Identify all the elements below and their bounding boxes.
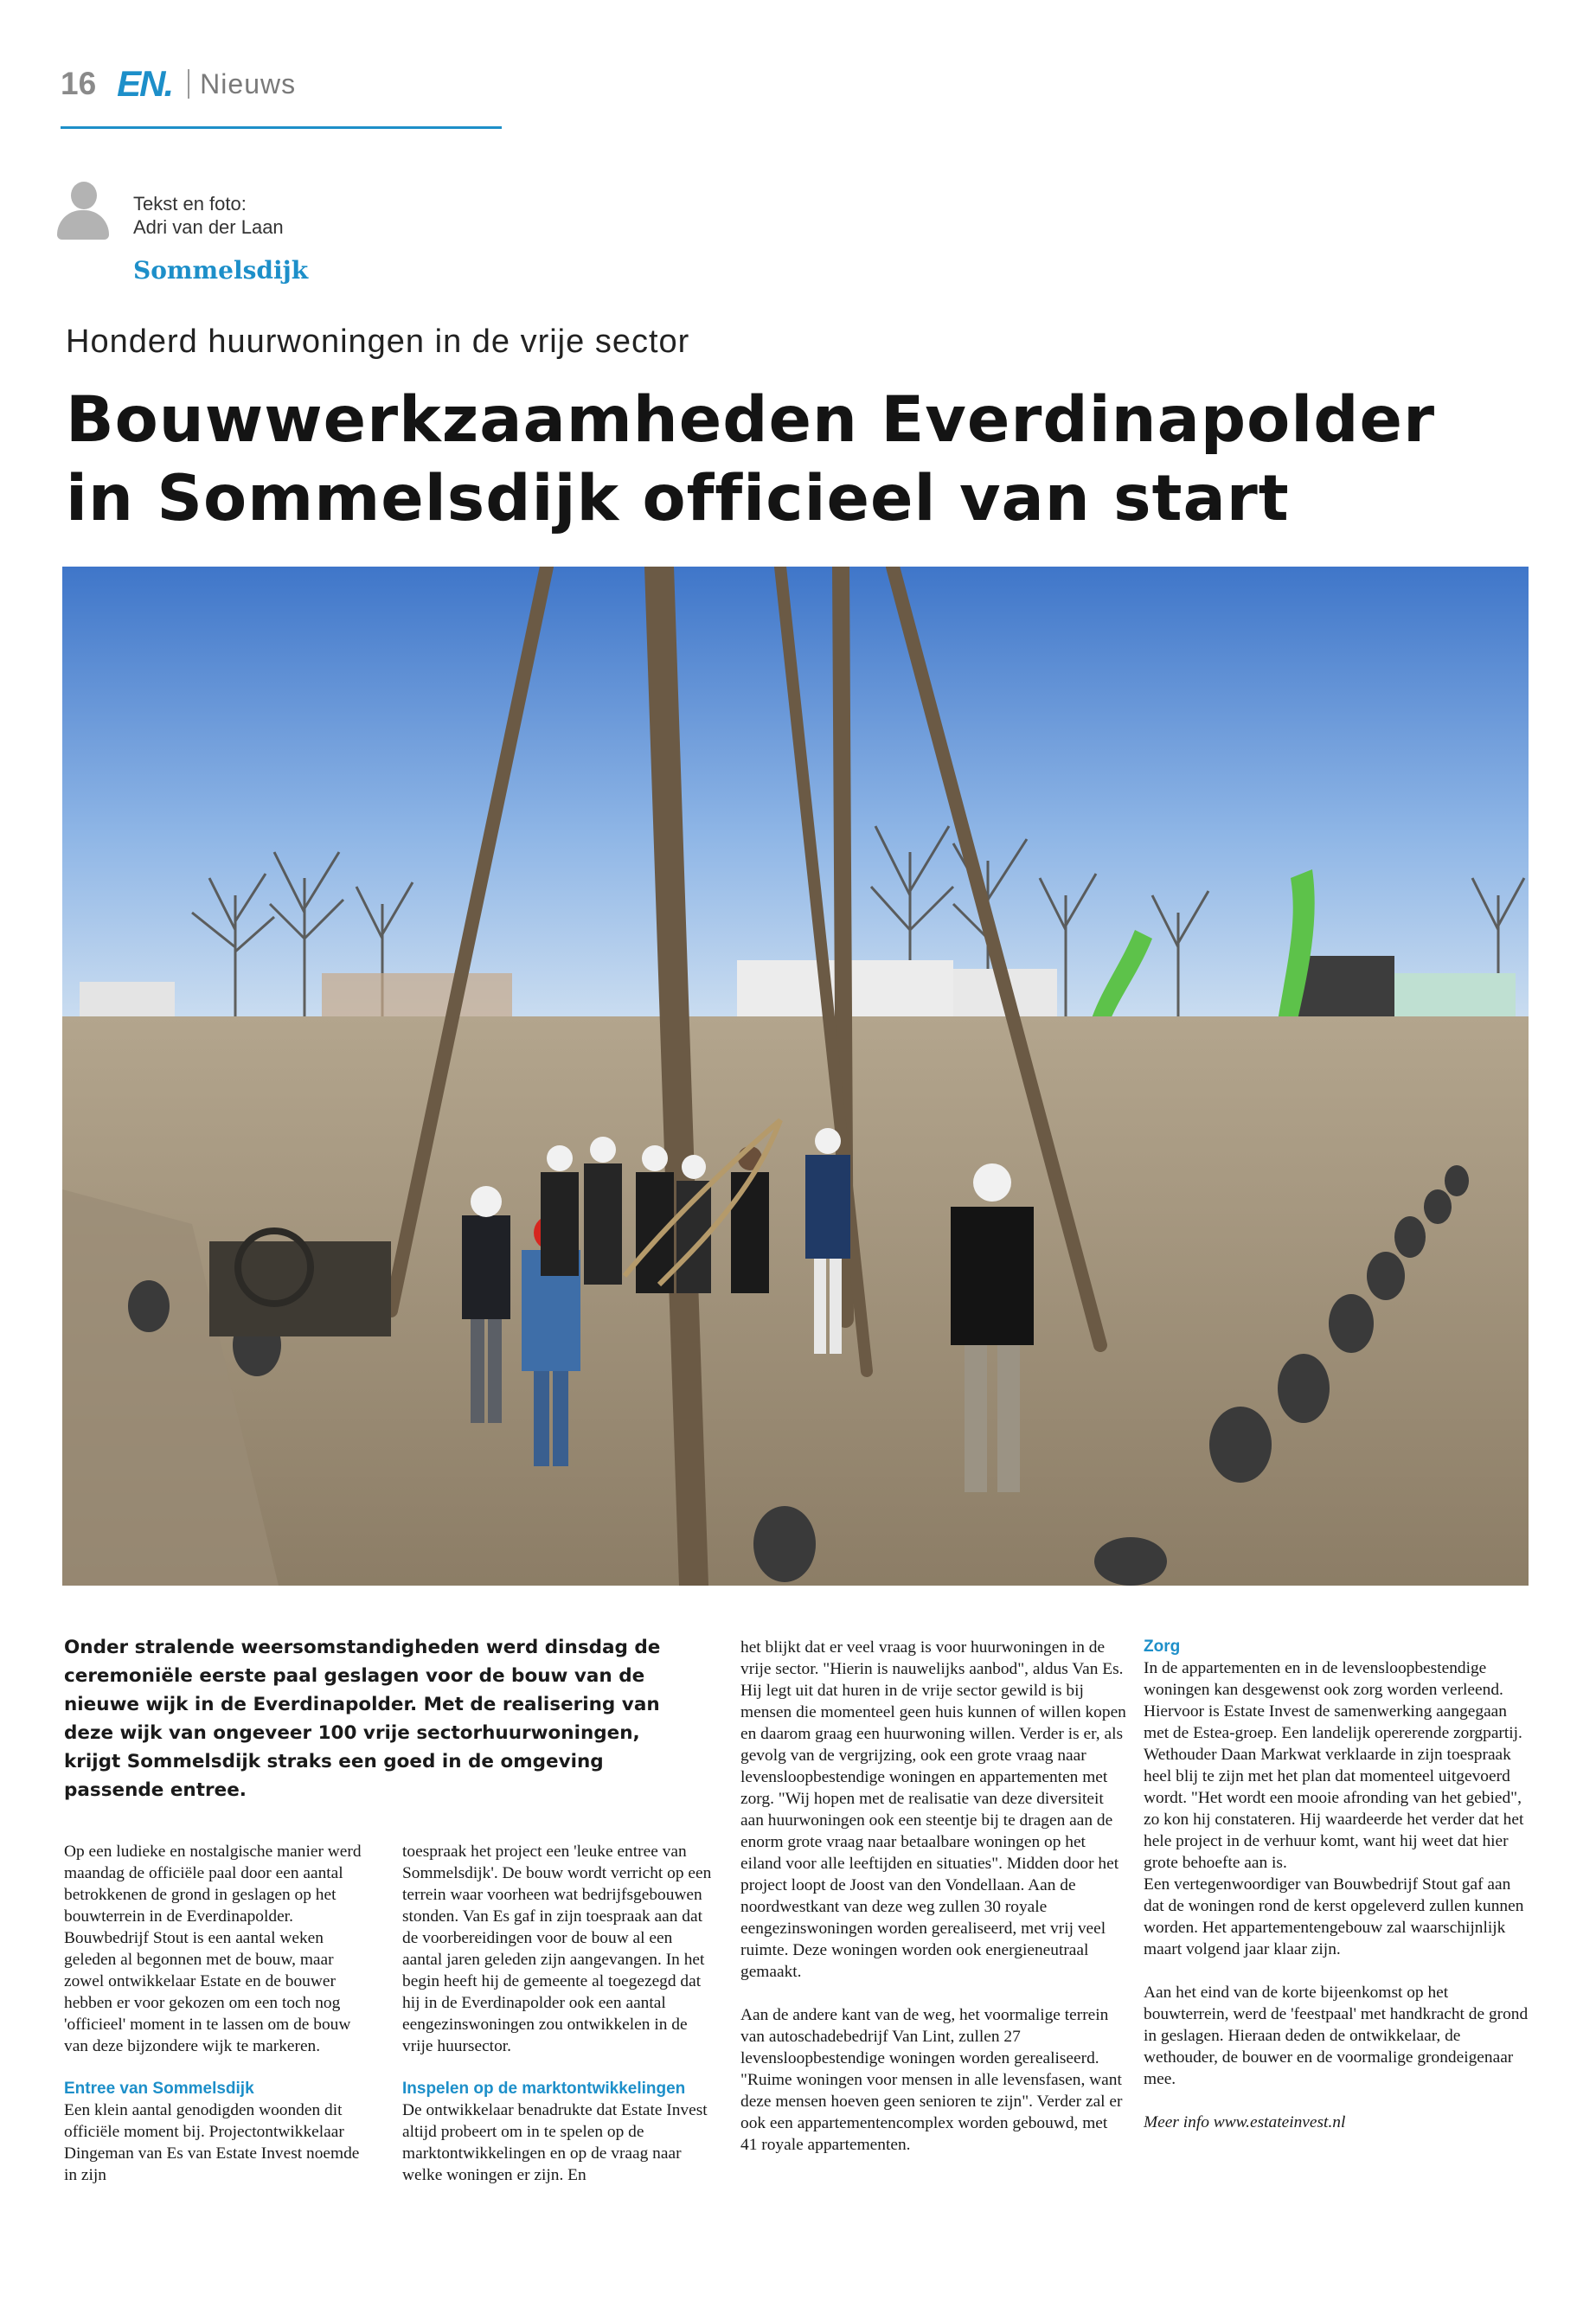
subheading: Entree van Sommelsdijk — [64, 2080, 254, 2098]
paragraph: De ontwikkelaar benadrukte dat Estate Invest altijd probeert om in te spelen op de marktontwikkelingen en op de vraag naar welke woningen er zijn. En — [402, 2101, 708, 2184]
article-headline — [66, 381, 1536, 538]
subheading: Inspelen op de marktontwikkelingen — [402, 2080, 686, 2098]
header-divider — [188, 69, 189, 99]
publication-logo: EN. — [117, 63, 173, 104]
paragraph: Aan het eind van de korte bijeenkomst op het bouwterrein, werd de 'feestpaal' met handkracht de grond in geslagen. Hieraan deden de ontwikkelaar, de wethouder, de bouwer en de voormalige grondeigenaar mee. — [1144, 1984, 1529, 2088]
dateline-location: Sommelsdijk — [133, 256, 309, 285]
paragraph: Een vertegenwoordiger van Bouwbedrijf Stout gaf aan dat de woningen rond de kerst opgeleverd zullen kunnen worden. Het appartementengebouw zal waarschijnlijk maart volgend jaar klaar zijn. — [1144, 1875, 1524, 1958]
author-avatar-icon — [57, 182, 109, 240]
article-column-4 — [1144, 1637, 1531, 2133]
page-header — [61, 62, 296, 106]
byline-author: Adri van der Laan — [133, 216, 284, 238]
subheading: Zorg — [1144, 1638, 1181, 1656]
article-column-2 — [402, 1841, 714, 2186]
header-rule — [61, 126, 502, 129]
section-name: Nieuws — [200, 67, 297, 99]
article-column-1 — [64, 1841, 375, 2186]
article-photo — [62, 567, 1529, 1586]
paragraph: het blijkt dat er veel vraag is voor huurwoningen in de vrije sector. "Hierin is nauwelijks aanbod", aldus Van Es. Hij legt uit dat huren in de vrije sector gewild is bij mensen die momenteel geen huis kunnen of willen kopen en daarom graag een huurwoning willen. Verder is er, als gevolg van de vergrijzing, ook een grote vraag naar levensloopbestendige woningen en appartementen met zorg. "Wij hopen met de realisatie van deze diversiteit aan huurwoningen ook een steentje bij te dragen aan de enorm grote vraag naar betaalbare woningen op het eiland voor alle leeftijden en situaties". Midden door het project loopt de Joost van den Vondellaan. Aan de noordwestkant van deze weg zullen 30 royale eengezinswoningen worden gerealiseerd, met vrij veel ruimte. Deze woningen worden ook energieneutraal gemaakt. — [740, 1638, 1126, 1981]
paragraph: Een klein aantal genodigden woonden dit officiële moment bij. Projectontwikkelaar Dingeman van Es van Estate Invest noemde in zijn — [64, 2101, 360, 2184]
paragraph: Op een ludieke en nostalgische manier werd maandag de officiële paal door een aantal betrokkenen de grond in geslagen op het bouwterrein in de Everdinapolder. Bouwbedrijf Stout is een aantal weken geleden al begonnen met de bouw, maar zowel ontwikkelaar Estate en de bouwer hebben er voor gekozen om een toch nog 'officieel' moment in te lassen om de bouw van deze bijzondere wijk te markeren. — [64, 1843, 362, 2055]
byline-credit: Tekst en foto: — [133, 193, 247, 215]
paragraph: toespraak het project een 'leuke entree van Sommelsdijk'. De bouw wordt verricht op een terrein waar voorheen wat bedrijfsgebouwen stonden. Van Es gaf in zijn toespraak aan dat de voorbereidingen voor de bouw al een aantal jaren geleden zijn aangevangen. In het begin heeft hij de gemeente al toegezegd dat hij in de Everdinapolder ook een aantal eengezinswoningen zou ontwikkelen in de vrije huursector. — [402, 1843, 712, 2055]
byline — [57, 182, 284, 240]
headline-line-1: Bouwwerkzaamheden Everdinapolder — [66, 383, 1436, 457]
more-info-link[interactable]: Meer info www.estateinvest.nl — [1144, 2113, 1346, 2131]
article-column-3 — [740, 1637, 1128, 2156]
headline-line-2: in Sommelsdijk officieel van start — [66, 462, 1290, 535]
paragraph: Aan de andere kant van de weg, het voormalige terrein van autoschadebedrijf Van Lint, zullen 27 levensloopbestendige woningen worden gerealiseerd. "Ruime woningen voor mensen in alle levensfasen, want deze mensen hoeven geen senioren te zijn". Verder zal er ook een appartementencomplex worden gebouwd, met 41 royale appartementen. — [740, 2006, 1123, 2154]
paragraph: In de appartementen en in de levensloopbestendige woningen kan desgewenst ook zorg worden verleend. Hiervoor is Estate Invest de samenwerking aangegaan met de Estea-groep. Een landelijk opererende zorgpartij. Wethouder Daan Markwat verklaarde in zijn toespraak heel blij te zijn met het plan dat momenteel uitgevoerd wordt. "Het wordt een mooie afronding van het gebied", zo kon hij constateren. Hij waardeerde het verder dat het hele project in de verhuur komt, want hij weet dat hier grote behoefte aan is. — [1144, 1659, 1524, 1872]
article-intro: Onder stralende weersomstandigheden werd dinsdag de ceremoniële eerste paal geslagen voor de bouw van de nieuwe wijk in de Everdinapolder. Met de realisering van deze wijk van ongeveer 100 vrije sectorhuurwoningen, krijgt Sommelsdijk straks een goed in de omgeving passende entree. — [64, 1637, 661, 1801]
page-number: 16 — [61, 66, 97, 101]
byline-text — [133, 192, 284, 240]
article-kicker: Honderd huurwoningen in de vrije sector — [66, 324, 690, 360]
